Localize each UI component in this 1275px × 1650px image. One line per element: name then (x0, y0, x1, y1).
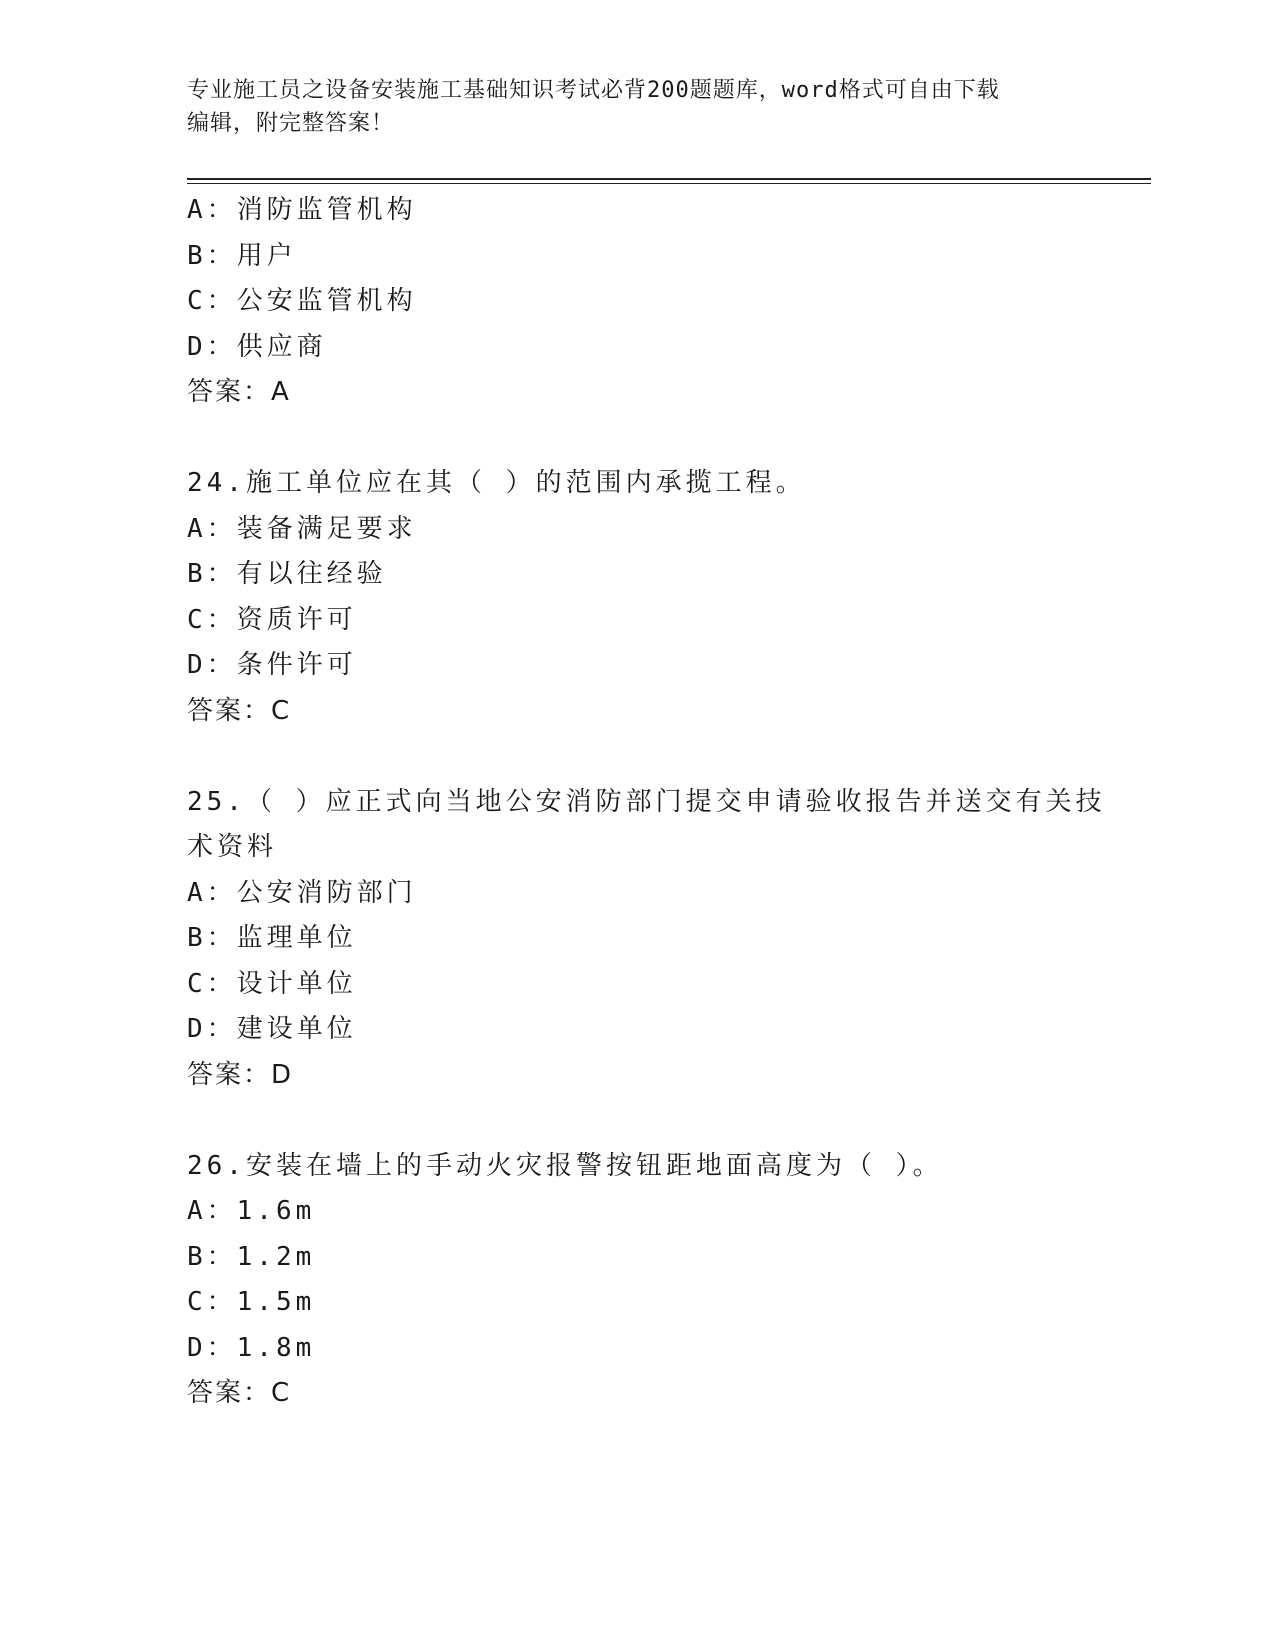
question-block-26 (187, 1144, 1087, 1417)
option-a: A：装备满足要求 (187, 513, 417, 544)
option-c: C：设计单位 (187, 968, 357, 999)
header-title-line-1: 专业施工员之设备安装施工基础知识考试必背200题题库，word格式可自由下载 (187, 78, 1000, 103)
spacer (187, 1098, 1087, 1144)
question-block-23 (187, 188, 1087, 416)
option-c: C：资质许可 (187, 604, 357, 635)
answer-line: 答案：A (187, 377, 291, 407)
option-d: D：供应商 (187, 331, 327, 362)
question-text: 24.施工单位应在其（ ）的范围内承揽工程。 (187, 468, 806, 498)
spacer (187, 734, 1087, 780)
option-b: B：有以往经验 (187, 559, 387, 589)
header-divider (187, 178, 1151, 184)
question-block-25 (187, 780, 1106, 1099)
answer-line: 答案：D (187, 1059, 294, 1090)
option-d: D：条件许可 (187, 650, 357, 680)
question-text-continued: 术资料 (187, 832, 278, 862)
question-text: 25.（ ）应正式向当地公安消防部门提交申请验收报告并送交有关技 (187, 786, 1106, 817)
spacer (187, 416, 1087, 462)
answer-line: 答案：C (187, 1378, 292, 1408)
option-c: C：1.5m (187, 1287, 316, 1317)
header-title-line-2: 编辑，附完整答案！ (187, 111, 395, 136)
option-b: B：1.2m (187, 1241, 316, 1272)
question-text: 26.安装在墙上的手动火灾报警按钮距地面高度为（ ）。 (187, 1150, 943, 1181)
option-a: A：1.6m (187, 1196, 316, 1226)
option-d: D：建设单位 (187, 1014, 357, 1044)
option-a: A：消防监管机构 (187, 195, 417, 225)
question-block-24 (187, 461, 1087, 734)
option-c: C：公安监管机构 (187, 286, 417, 316)
option-a: A：公安消防部门 (187, 877, 417, 908)
option-b: B：监理单位 (187, 923, 357, 953)
question-content (187, 188, 1106, 1417)
option-b: B：用户 (187, 240, 297, 271)
answer-line: 答案：C (187, 695, 292, 726)
option-d: D：1.8m (187, 1332, 316, 1363)
document-header (187, 74, 1087, 140)
